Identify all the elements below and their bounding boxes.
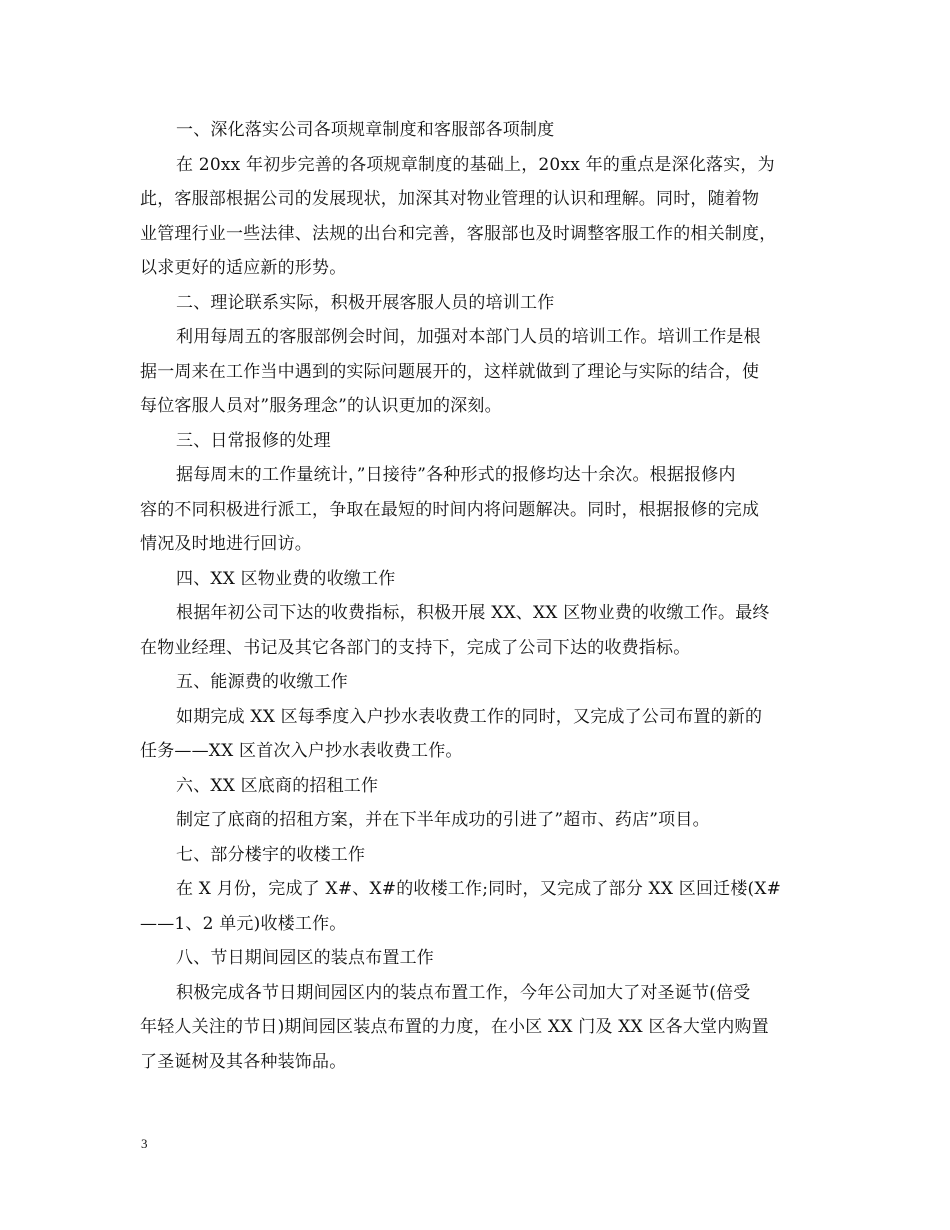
text-line: 积极完成各节日期间园区内的装点布置工作，今年公司加大了对圣诞节(倍受 (176, 982, 751, 1003)
document-body (140, 113, 830, 1079)
text-line: 利用每周五的客服部例会时间，加强对本部门人员的培训工作。培训工作是根 (176, 327, 761, 347)
text-line: ——1、2 单元)收楼工作。 (140, 913, 347, 934)
text-line: 如期完成 XX 区每季度入户抄水表收费工作的同时，又完成了公司布置的新的 (176, 706, 763, 727)
text-line: 制定了底商的招租方案，并在下半年成功的引进了”超市、药店”项目。 (176, 810, 710, 830)
text-line: 八、节日期间园区的装点布置工作 (176, 948, 434, 968)
text-line: 六、XX 区底商的招租工作 (176, 775, 379, 796)
text-line: 此，客服部根据公司的发展现状，加深其对物业管理的认识和理解。同时，随着物 (140, 189, 760, 209)
text-line: 业管理行业一些法律、法规的出台和完善，客服部也及时调整客服工作的相关制度， (140, 223, 777, 244)
text-line: 每位客服人员对”服务理念”的认识更加的深刻。 (140, 396, 502, 416)
page-number: 3 (141, 1136, 148, 1151)
text-line: 五、能源费的收缴工作 (176, 672, 348, 692)
text-line: 四、XX 区物业费的收缴工作 (176, 568, 396, 589)
text-line: 在物业经理、书记及其它各部门的支持下，完成了公司下达的收费指标。 (140, 637, 691, 658)
text-line: 了圣诞树及其各种装饰品。 (140, 1051, 347, 1072)
text-line: 一、深化落实公司各项规章制度和客服部各项制度 (176, 120, 555, 140)
text-line: 情况及时地进行回访。 (140, 534, 312, 554)
text-line: 在 20xx 年初步完善的各项规章制度的基础上，20xx 年的重点是深化落实，为 (176, 154, 775, 175)
text-line: 任务——XX 区首次入户抄水表收费工作。 (140, 741, 463, 761)
text-line: 根据年初公司下达的收费指标，积极开展 XX、XX 区物业费的收缴工作。最终 (176, 603, 770, 623)
text-line: 在 X 月份，完成了 X#、X#的收楼工作;同时，又完成了部分 XX 区回迁楼(X# (176, 879, 782, 899)
text-line: 三、日常报修的处理 (176, 430, 331, 451)
text-line: 七、部分楼宇的收楼工作 (176, 844, 366, 865)
text-line: 年轻人关注的节日)期间园区装点布置的力度，在小区 XX 门及 XX 区各大堂内购置 (140, 1017, 769, 1037)
text-line: 据每周末的工作量统计，”日接待”各种形式的报修均达十余次。根据报修内 (176, 465, 736, 485)
text-line: 容的不同积极进行派工，争取在最短的时间内将问题解决。同时，根据报修的完成 (140, 499, 760, 520)
text-line: 二、理论联系实际，积极开展客服人员的培训工作 (176, 292, 555, 313)
text-line: 据一周来在工作当中遇到的实际问题展开的，这样就做到了理论与实际的结合，使 (140, 361, 760, 382)
text-line: 以求更好的适应新的形势。 (140, 258, 347, 278)
